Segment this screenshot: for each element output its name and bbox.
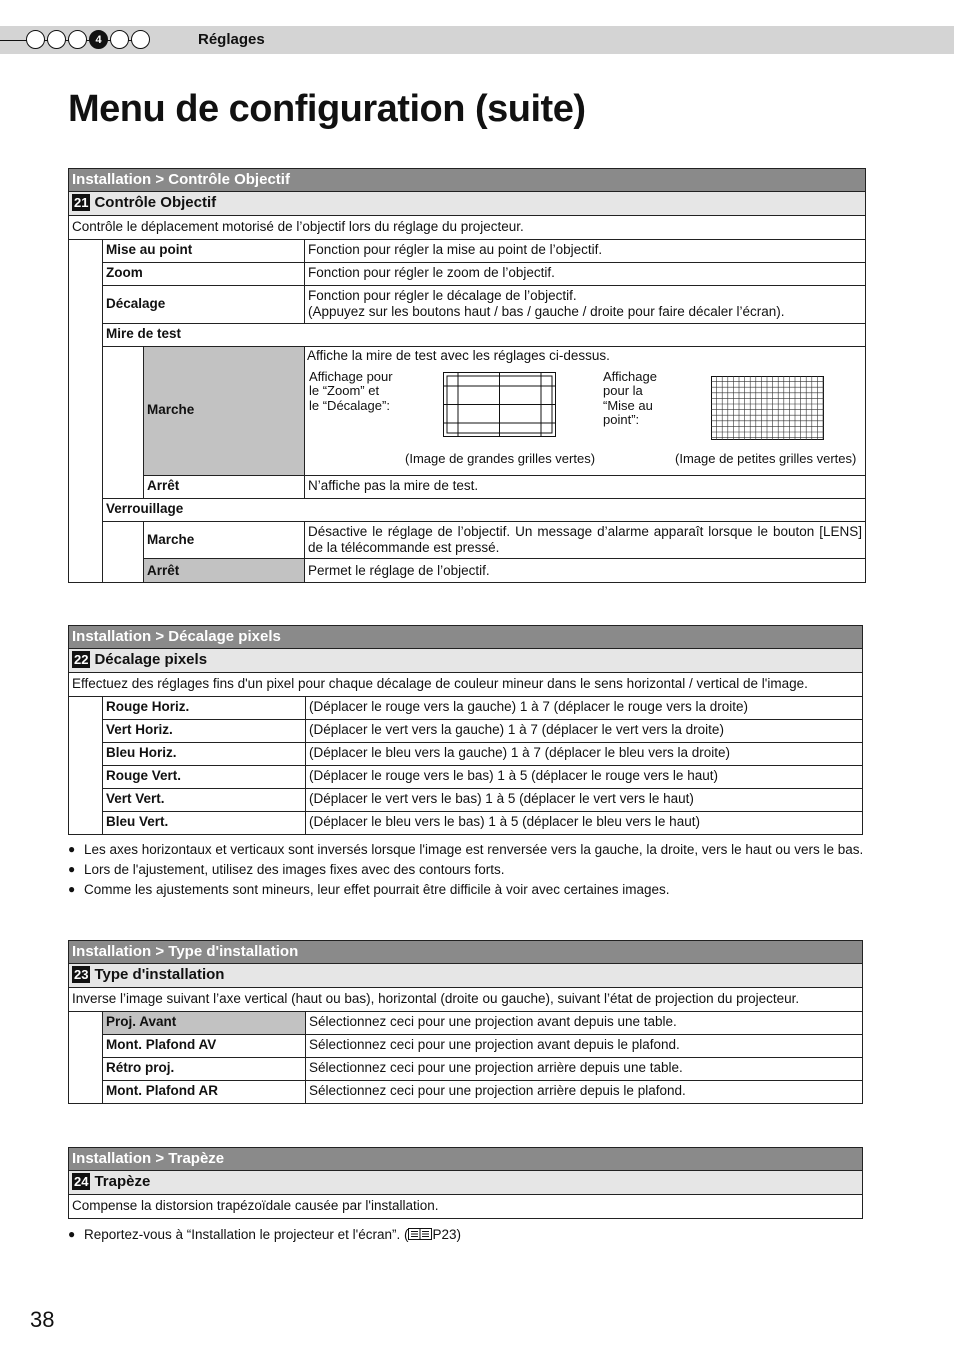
row-desc: Sélectionnez ceci pour une projection avant depuis une table. [306, 1011, 863, 1034]
row-label: Rétro proj. [103, 1057, 306, 1080]
note-item: ● Comme les ajustements sont mineurs, leur effet pourrait être difficile à voir avec certaines images. [68, 882, 874, 899]
row-label-verrou: Verrouillage [103, 498, 866, 521]
section-subtitle: 22 Décalage pixels [69, 649, 863, 672]
page-number: 38 [30, 1307, 55, 1332]
option-marche: Marche [144, 346, 305, 475]
small-grid-image [711, 376, 824, 440]
mire-illustration-cell [305, 346, 866, 475]
table-controle-objectif [68, 168, 866, 583]
row-label: Mont. Plafond AV [103, 1034, 306, 1057]
row-desc: Désactive le réglage de l’objectif. Un message d’alarme apparaît lorsque le bouton [LENS] de la télécommande est pressé. [305, 521, 866, 559]
section-header: Installation > Contrôle Objectif [69, 169, 866, 192]
row-label: Bleu Horiz. [103, 742, 306, 765]
item-number-badge: 21 [74, 195, 89, 211]
row-desc: (Déplacer le vert vers le bas) 1 à 5 (déplacer le vert vers le haut) [306, 788, 863, 811]
note-item: ● Lors de l'ajustement, utilisez des images fixes avec des contours forts. [68, 862, 874, 879]
row-label: Décalage [103, 285, 305, 323]
right-caption: Affichage pour la “Mise au point”: [603, 368, 657, 428]
row-label: Zoom [103, 262, 305, 285]
small-grid-caption: (Image de petites grilles vertes) [675, 450, 857, 466]
section-header: Installation > Type d'installation [69, 941, 863, 964]
section-intro: Inverse l’image suivant l’axe vertical (haut ou bas), horizontal (droite ou gauche), suivant l’état de projection du projecteur. [69, 987, 863, 1011]
option-arret: Arrêt [144, 475, 305, 498]
section-intro: Compense la distorsion trapézoïdale causée par l'installation. [69, 1194, 863, 1218]
item-number-badge: 23 [74, 967, 89, 983]
row-desc: Permet le réglage de l’objectif. [305, 559, 866, 583]
chapter-bar [0, 26, 954, 54]
section-header: Installation > Trapèze [69, 1148, 863, 1171]
row-label: Mont. Plafond AR [103, 1080, 306, 1103]
chapter-dot-6 [131, 30, 150, 49]
note-item: ● Reportez-vous à “Installation le projecteur et l'écran”. ( P23) [68, 1227, 874, 1244]
row-desc: (Déplacer le vert vers la gauche) 1 à 7 (déplacer le vert vers la droite) [306, 719, 863, 742]
row-label: Proj. Avant [103, 1011, 306, 1034]
row-desc: Fonction pour régler la mise au point de l’objectif. [305, 239, 866, 262]
row-label: Rouge Horiz. [103, 696, 306, 719]
chapter-indicator [26, 30, 152, 49]
big-grid-caption: (Image de grandes grilles vertes) [405, 450, 596, 466]
section-subtitle: 23 Type d'installation [69, 964, 863, 987]
row-label: Vert Horiz. [103, 719, 306, 742]
table-trapeze [68, 1147, 863, 1219]
chapter-dot-3 [68, 30, 87, 49]
row-desc: Fonction pour régler le zoom de l’objectif. [305, 262, 866, 285]
section-header: Installation > Décalage pixels [69, 626, 863, 649]
notes-trapeze [68, 1227, 874, 1247]
option-arret: Arrêt [144, 559, 305, 583]
table-type-installation [68, 940, 863, 1104]
chapter-title: Réglages [198, 31, 265, 48]
item-number-badge: 24 [74, 1174, 89, 1190]
row-desc: Sélectionnez ceci pour une projection arrière depuis une table. [306, 1057, 863, 1080]
section-subtitle: 24 Trapèze [69, 1171, 863, 1194]
book-icon [408, 1228, 432, 1240]
row-desc: Fonction pour régler le décalage de l’objectif. (Appuyez sur les boutons haut / bas / gauche / droite pour faire décaler l’écran). [305, 285, 866, 323]
item-number-badge: 22 [74, 652, 89, 668]
row-desc: (Déplacer le rouge vers le bas) 1 à 5 (déplacer le rouge vers le haut) [306, 765, 863, 788]
option-marche: Marche [144, 521, 305, 559]
section-intro: Effectuez des réglages fins d'un pixel pour chaque décalage de couleur mineur dans le sens horizontal / vertical de l'image. [69, 672, 863, 696]
section-subtitle: 21 Contrôle Objectif [69, 192, 866, 215]
big-grid-image [443, 372, 556, 437]
chapter-dot-1 [26, 30, 45, 49]
row-desc: (Déplacer le rouge vers la gauche) 1 à 7 (déplacer le rouge vers la droite) [306, 696, 863, 719]
mire-desc: Affiche la mire de test avec les réglages ci-dessus. [307, 347, 610, 363]
row-label: Mise au point [103, 239, 305, 262]
row-desc: (Déplacer le bleu vers la gauche) 1 à 7 (déplacer le bleu vers la droite) [306, 742, 863, 765]
table-decalage-pixels [68, 625, 863, 835]
section-intro: Contrôle le déplacement motorisé de l’objectif lors du réglage du projecteur. [69, 215, 866, 239]
row-label-mire: Mire de test [103, 323, 866, 346]
row-desc: Sélectionnez ceci pour une projection avant depuis le plafond. [306, 1034, 863, 1057]
row-label: Rouge Vert. [103, 765, 306, 788]
chapter-dot-5 [110, 30, 129, 49]
row-desc: Sélectionnez ceci pour une projection arrière depuis le plafond. [306, 1080, 863, 1103]
row-desc: (Déplacer le bleu vers le bas) 1 à 5 (déplacer le bleu vers le haut) [306, 811, 863, 834]
chapter-dot-2 [47, 30, 66, 49]
row-label: Bleu Vert. [103, 811, 306, 834]
row-label: Vert Vert. [103, 788, 306, 811]
chapter-dot-active: 4 [89, 30, 108, 49]
left-caption: Affichage pour le “Zoom” et le “Décalage”: [309, 368, 393, 413]
note-item: ● Les axes horizontaux et verticaux sont inversés lorsque l'image est renversée vers la gauche, la droite, vers le haut ou vers le bas. [68, 842, 874, 859]
notes-decalage [68, 842, 874, 902]
row-desc: N’affiche pas la mire de test. [305, 475, 866, 498]
page-title: Menu de configuration (suite) [68, 88, 586, 130]
